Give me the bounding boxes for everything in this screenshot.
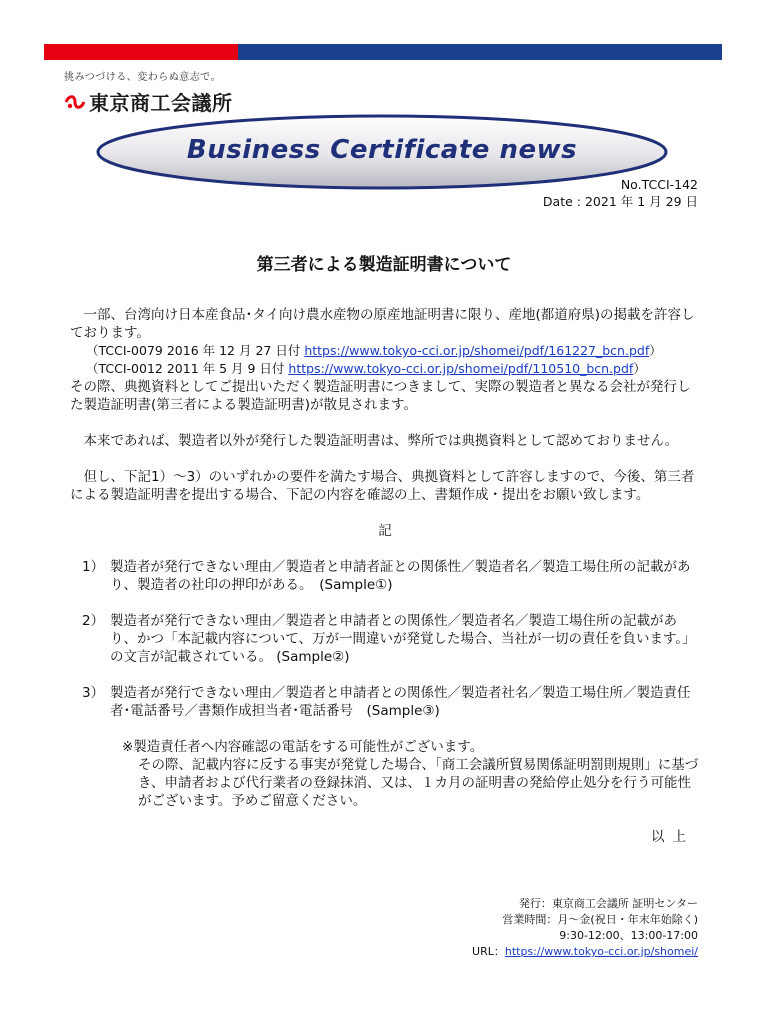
document-meta [543, 176, 698, 210]
top-color-bar [44, 44, 722, 60]
top-bar-red [44, 44, 238, 60]
closing: 以上 [651, 829, 694, 845]
note-heading: ※製造責任者へ内容確認の電話をする可能性がございます。 [122, 739, 484, 755]
slogan: 挑みつづける、変わらぬ意志で。 [64, 72, 222, 83]
intro-paragraph: 一部、台湾向け日本産食品･タイ向け農水産物の原産地証明書に限り、産地(都道府県)の掲載を許容しております。 [70, 307, 695, 341]
footer-hours: 9:30-12:00、13:00-17:00 [559, 929, 698, 942]
footer-url-line: URL：https://www.tokyo-cci.or.jp/shomei/ [472, 945, 698, 958]
reference-1: （TCCI-0079 2016 年 12 月 27 日付 https://www.tokyo-cci.or.jp/shomei/pdf/161227_bcn.pdf） [86, 343, 662, 358]
top-bar-blue [238, 44, 722, 60]
note-body: その際、記載内容に反する事実が発覚した場合、「商工会議所貿易関係証明罰則規則」に基づき、申請者および代行業者の登録抹消、又は、１カ月の証明書の発給停止処分を行う可能性がございます。予めご留意ください。 [138, 757, 699, 809]
page-title: 第三者による製造証明書について [256, 255, 512, 275]
document-body [70, 306, 700, 846]
org-name: 東京商工会議所 [89, 91, 233, 115]
list-item-text: 製造者が発行できない理由／製造者と申請者証との関係性／製造者名／製造工場住所の記載があり、製造者の社印の押印がある。 (Sample①) [110, 559, 691, 593]
paragraph-4: 但し、下記1）～3）のいずれかの要件を満たす場合、典拠資料として許容しますので、今後、第三者による製造証明書を提出する場合、下記の内容を確認の上、書類作成・提出をお願い致します。 [70, 469, 695, 503]
footer-issuer: 発行：東京商工会議所 証明センター [518, 897, 698, 910]
reference-2-link[interactable]: https://www.tokyo-cci.or.jp/shomei/pdf/110510_bcn.pdf [288, 361, 634, 376]
paragraph-3: 本来であれば、製造者以外が発行した製造証明書は、弊所では典拠資料として認めておりません。 [83, 433, 679, 449]
list-item-text: 製造者が発行できない理由／製造者と申請者との関係性／製造者社名／製造工場住所／製造責任者･電話番号／書類作成担当者･電話番号 (Sample③) [110, 685, 691, 719]
document-number: No.TCCI-142 [620, 177, 698, 192]
footer-url-link[interactable]: https://www.tokyo-cci.or.jp/shomei/ [504, 945, 698, 958]
footer-hours-label: 営業時間：月～金(祝日・年末年始除く) [502, 913, 698, 926]
list-item [70, 612, 700, 666]
org-logo-icon [64, 93, 86, 111]
list-item-text: 製造者が発行できない理由／製造者と申請者との関係性／製造者名／製造工場住所の記載があり、かつ「本記載内容について、万が一間違いが発覚した場合、当社が一切の責任を負います。」の文言が記載されている。 (Sample②) [110, 613, 696, 665]
banner-title: Business Certificate news [186, 135, 578, 165]
reference-1-link[interactable]: https://www.tokyo-cci.or.jp/shomei/pdf/161227_bcn.pdf [304, 343, 650, 358]
list-item-number: 3） [82, 685, 105, 701]
list-item [70, 558, 700, 594]
footer [472, 896, 698, 960]
reference-2: （TCCI-0012 2011 年 5 月 9 日付 https://www.tokyo-cci.or.jp/shomei/pdf/110510_bcn.pdf） [86, 361, 646, 376]
list-item-number: 1） [82, 559, 105, 575]
list-item [70, 684, 700, 720]
document-date: Date : 2021 年 1 月 29 日 [542, 194, 698, 209]
list-item-number: 2） [82, 613, 105, 629]
org-logo [64, 68, 233, 116]
intro-paragraph-2: その際、典拠資料としてご提出いただく製造証明書につきまして、実際の製造者と異なる会社が発行した製造証明書(第三者による製造証明書)が散見されます。 [70, 379, 691, 413]
ki-heading: 記 [378, 523, 392, 539]
